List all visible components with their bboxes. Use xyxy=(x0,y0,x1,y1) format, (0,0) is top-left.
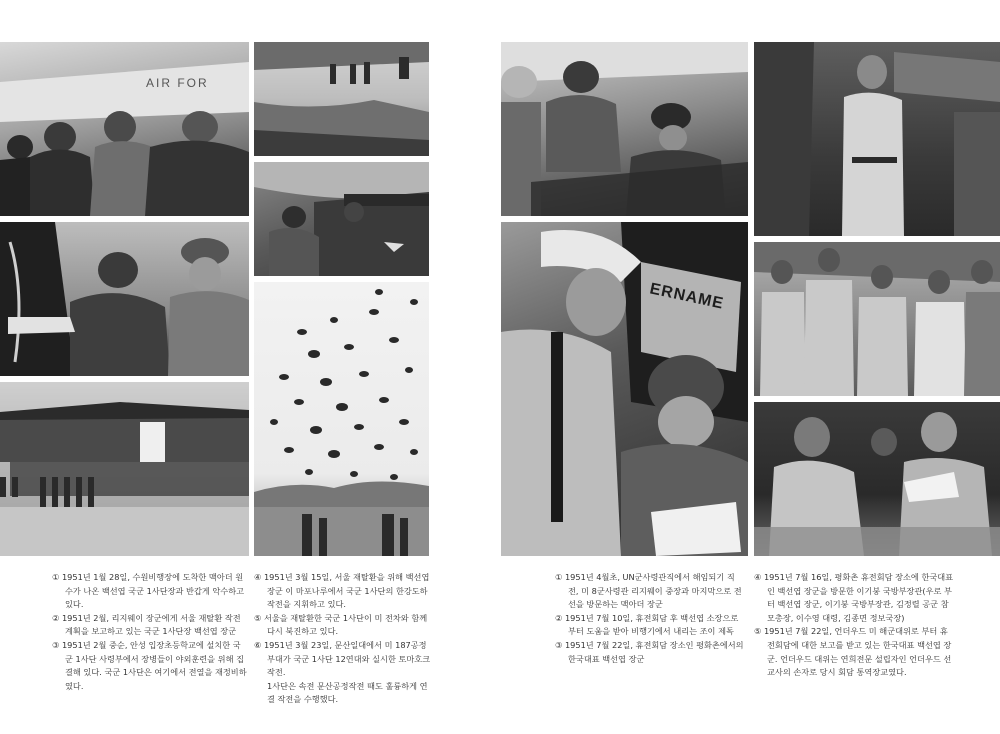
photo-tank-advance xyxy=(254,162,429,276)
photo-admiral-joy-arrival xyxy=(501,222,748,556)
caption-item: ② 1951년 2월, 리지웨이 장군에게 서울 재탈환 작전 계획을 보고하고 있는 국군 1사단장 백선엽 장군 xyxy=(52,612,241,637)
caption-item: ③ 1951년 7월 22일, 휴전회담 장소인 평화촌에서의 한국대표 백선엽 장군 xyxy=(555,639,744,664)
caption-column-3 xyxy=(555,571,745,666)
caption-item: ④ 1951년 3월 15일, 서울 재탈환을 위해 백선엽 장군 이 마포나루에서 국군 1사단의 한강도하 작전을 지휘하고 있다. xyxy=(254,572,430,610)
photo-underwood-report xyxy=(754,402,1000,556)
photo-macarthur-handshake xyxy=(0,42,249,216)
photo-defense-minister-visit xyxy=(754,242,1000,396)
caption-item: ① 1951년 4월초, UN군사령관직에서 해임되기 직전, 미 8군사령관 리지웨이 중장과 마지막으로 전선을 방문하는 맥아더 장군 xyxy=(555,572,742,610)
aircraft-lettering: AIR FOR xyxy=(146,76,209,90)
caption-column-1 xyxy=(52,571,247,693)
plane-lettering: ERNAME xyxy=(648,280,726,313)
caption-item: ⑤ 서울을 재탈환한 국군 1사단이 미 전차와 함께 다시 북진하고 있다. xyxy=(254,612,428,637)
caption-column-2 xyxy=(254,571,432,707)
caption-item: ④ 1951년 7월 16일, 평화촌 휴전회담 장소에 한국대표인 백선엽 장군을 방문한 이기붕 국방부장관(우로 부터 백선엽 장군, 이기붕 국방부장관, 김정렬 공군 참모총장, 이수영 대령, 김종면 정보국장) xyxy=(754,572,954,623)
photo-ridgway-briefing xyxy=(0,222,249,376)
photo-school-assembly xyxy=(0,382,249,556)
caption-item: 1사단은 속전 문산공정작전 때도 훌륭하게 연결 작전을 수행했다. xyxy=(267,680,428,705)
caption-item: ② 1951년 7월 10일, 휴전회담 후 백선엽 소장으로 부터 도움을 받아 비행기에서 내리는 조이 제독 xyxy=(555,612,739,637)
caption-item: ① 1951년 1월 28일, 수원비행장에 도착한 맥아더 원수가 나온 백선엽 국군 1사단장과 반갑게 악수하고 있다. xyxy=(52,572,245,610)
caption-item: ⑤ 1951년 7월 22일, 언더우드 미 해군대위로 부터 휴전회담에 대한 보고를 받고 있는 한국대표 백선엽 장군. 언더우드 대위는 연희전문 설립자인 언더우드 선교사의 손자로 당시 회담 통역장교였다. xyxy=(754,626,952,678)
caption-item: ⑥ 1951년 3월 23일, 문산일대에서 미 187공정부대가 국군 1사단 12연대와 실시한 토마호크 작전. xyxy=(254,639,431,678)
photo-paratroopers xyxy=(254,282,429,556)
caption-item: ③ 1951년 2월 중순, 안성 입장초등학교에 설치한 국군 1사단 사령부에서 장병들이 야외훈련을 위해 집결해 있다. 국군 1사단은 여기에서 전열을 재정비하였다. xyxy=(52,639,247,691)
caption-column-4 xyxy=(754,571,954,680)
photo-han-river-crossing xyxy=(254,42,429,156)
photo-paik-portrait xyxy=(754,42,1000,236)
photo-macarthur-jeep xyxy=(501,42,748,216)
